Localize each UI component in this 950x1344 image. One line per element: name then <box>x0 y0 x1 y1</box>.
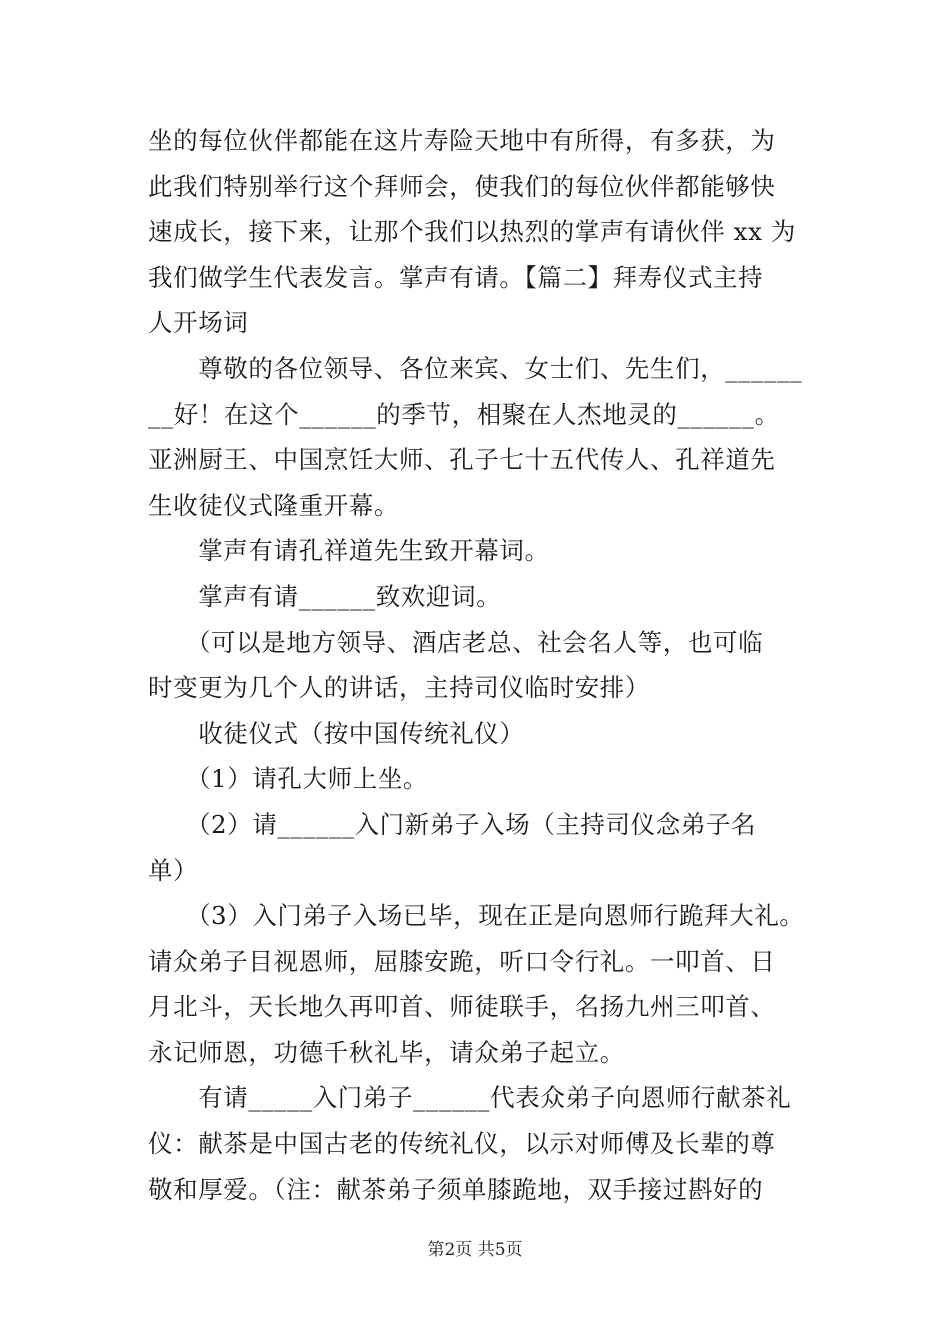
text-line: （2）请______入门新弟子入场（主持司仪念弟子名 <box>148 809 757 839</box>
text-line: 生收徒仪式隆重开幕。 <box>148 490 399 520</box>
text-line: 掌声有请孔祥道先生致开幕词。 <box>148 536 550 566</box>
text-line: 掌声有请______致欢迎词。 <box>148 581 502 611</box>
text-line: 人开场词 <box>148 308 249 338</box>
text-line: 此我们特别举行这个拜师会，使我们的每位伙伴都能够快 <box>148 171 776 201</box>
text-line: 永记师恩，功德千秋礼毕，请众弟子起立。 <box>148 1037 625 1067</box>
text-line: 敬和厚爱。（注：献茶弟子须单膝跪地，双手接过斟好的 <box>148 1174 764 1204</box>
text-line: 收徒仪式（按中国传统礼仪） <box>148 718 525 748</box>
text-line: 请众弟子目视恩师，屈膝安跪，听口令行礼。一叩首、日 <box>148 946 776 976</box>
text-line: __好！在这个______的季节，相聚在人杰地灵的______。 <box>148 399 780 429</box>
text-line: 月北斗，天长地久再叩首、师徒联手，名扬九州三叩首、 <box>148 992 776 1022</box>
text-line: 尊敬的各位领导、各位来宾、女士们、先生们，______ <box>148 353 803 383</box>
text-line: 单） <box>148 855 199 885</box>
text-line: 我们做学生代表发言。掌声有请。【篇二】拜寿仪式主持 <box>148 262 764 292</box>
text-line: 亚洲厨王、中国烹饪大师、孔子七十五代传人、孔祥道先 <box>148 445 776 475</box>
document-body <box>148 118 818 1212</box>
text-line: 时变更为几个人的讲话，主持司仪临时安排） <box>148 673 650 703</box>
text-line: 速成长，接下来，让那个我们以热烈的掌声有请伙伴 xx 为 <box>148 217 797 247</box>
text-line: （可以是地方领导、酒店老总、社会名人等，也可临 <box>148 627 764 657</box>
text-line: （1）请孔大师上坐。 <box>148 764 429 794</box>
text-line: （3）入门弟子入场已毕，现在正是向恩师行跪拜大礼。 <box>148 901 805 931</box>
text-line: 仪：献茶是中国古老的传统礼仪，以示对师傅及长辈的尊 <box>148 1129 776 1159</box>
page-footer: 第2页 共5页 <box>427 1240 523 1260</box>
text-line: 坐的每位伙伴都能在这片寿险天地中有所得，有多获，为 <box>148 126 776 155</box>
text-line: 有请_____入门弟子______代表众弟子向恩师行献茶礼 <box>148 1083 792 1113</box>
